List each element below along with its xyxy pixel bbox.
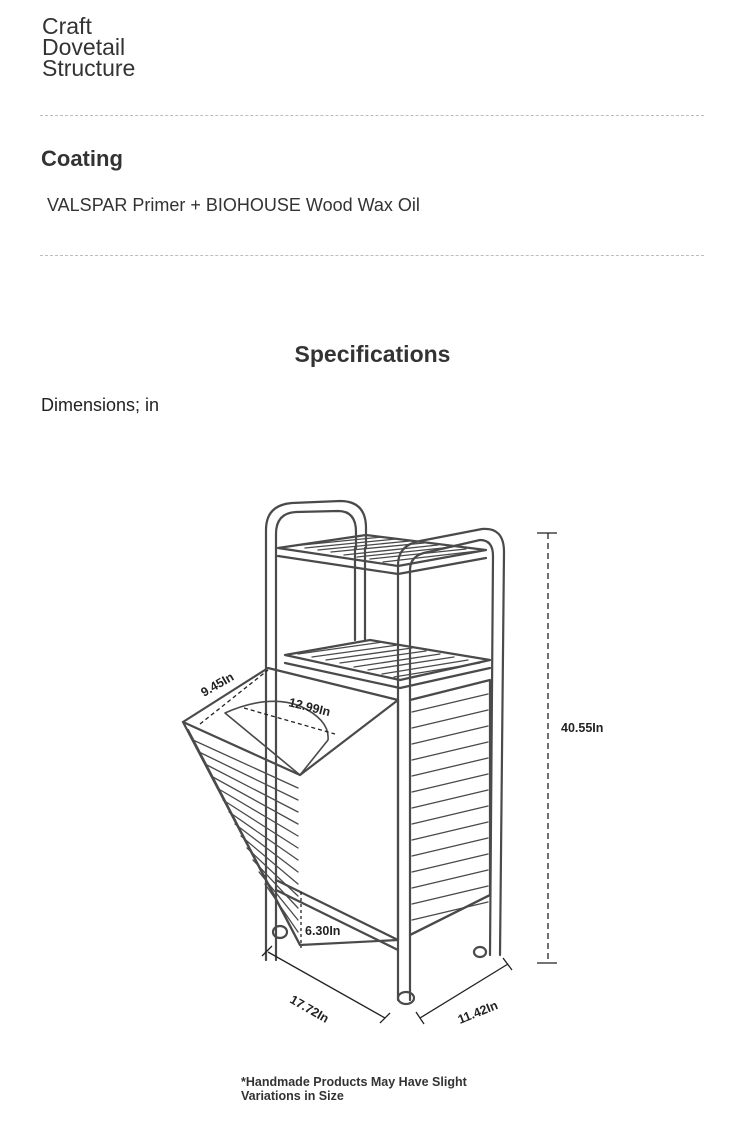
section-divider — [40, 115, 704, 116]
basket-width-label: 12.99In — [287, 695, 332, 720]
coating-value: VALSPAR Primer + BIOHOUSE Wood Wax Oil — [47, 195, 420, 215]
width-label: 17.72In — [287, 992, 332, 1026]
height-label: 40.55In — [561, 721, 604, 735]
cabinet-frame — [266, 501, 504, 1004]
basket-depth-label: 9.45In — [198, 669, 237, 700]
side-slats — [412, 694, 488, 920]
craft-line: Structure — [42, 55, 136, 81]
dimensions-label: Dimensions; in — [41, 395, 160, 415]
craft-line: Dovetail — [42, 34, 126, 60]
section-divider — [40, 255, 704, 256]
leg-clearance-label: 6.30In — [305, 924, 341, 938]
craft-heading — [42, 13, 136, 81]
craft-line: Craft — [42, 13, 92, 39]
coating-title: Coating — [41, 146, 123, 171]
product-dimension-diagram — [0, 430, 750, 1050]
depth-label: 11.42In — [455, 998, 500, 1027]
width-dimension-line — [268, 952, 385, 1018]
shelf-slats — [292, 537, 480, 677]
handmade-note: *Handmade Products May Have Slight Variations in Size — [241, 1075, 467, 1103]
specifications-title: Specifications — [294, 341, 451, 367]
